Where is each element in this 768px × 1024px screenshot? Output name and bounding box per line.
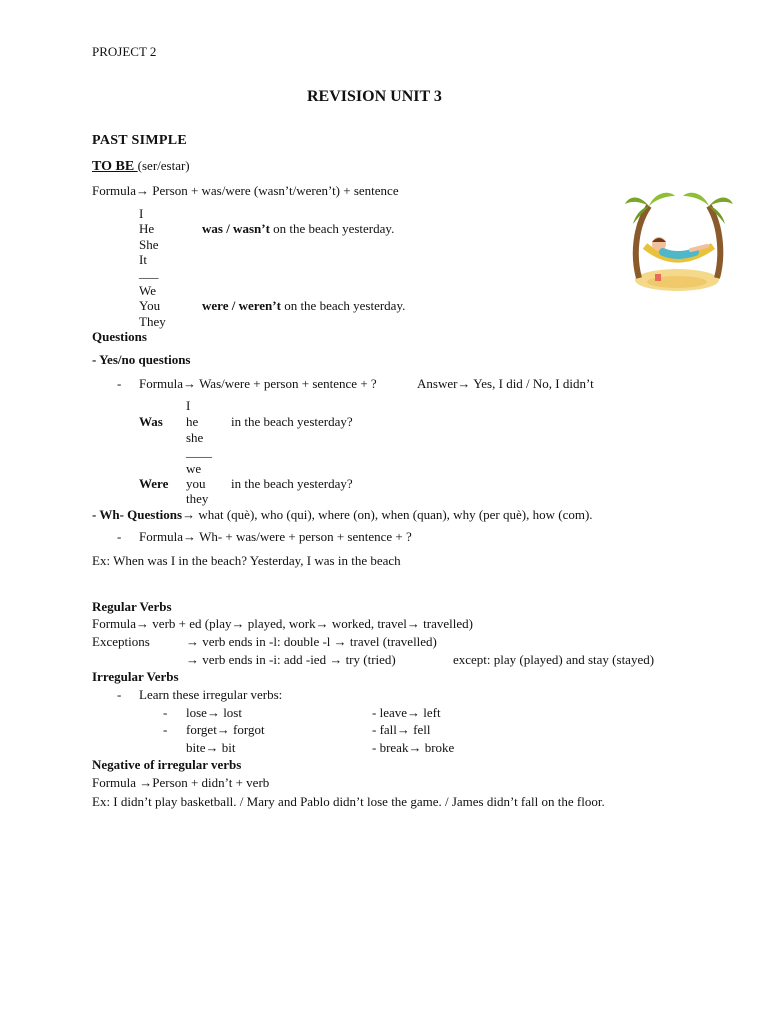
yesno-bullet: - xyxy=(117,376,122,391)
irregular-intro: Learn these irregular verbs: xyxy=(139,687,283,702)
project-label: PROJECT 2 xyxy=(92,44,157,59)
was-label: Was xyxy=(139,414,163,429)
wh-bullet: - xyxy=(117,529,122,544)
were-question-sentence: in the beach yesterday? xyxy=(231,476,353,491)
exception-1: → verb ends in -l: double -l → travel (travelled) xyxy=(186,634,437,649)
exceptions-label: Exceptions xyxy=(92,634,150,649)
were-rest: on the beach yesterday. xyxy=(280,298,406,313)
negative-example: Ex: I didn’t play basketball. / Mary and Pablo didn’t lose the game. / James didn’t fall on the floor. xyxy=(92,794,605,809)
q-pronoun-they: they xyxy=(186,491,209,506)
was-sentence xyxy=(202,221,394,236)
pronoun-they: They xyxy=(139,314,166,329)
q-pronoun-i: I xyxy=(186,398,191,413)
to-be-note: (ser/estar) xyxy=(137,158,190,173)
verb-left-3: bite→ bit xyxy=(186,740,236,755)
beach-hammock-illustration xyxy=(625,186,735,296)
wh-dash: - xyxy=(92,507,100,522)
pronoun-he: He xyxy=(139,221,155,236)
to-be-label: TO BE xyxy=(92,159,138,174)
pronoun-i: I xyxy=(139,206,144,221)
pronoun-you: You xyxy=(139,298,161,313)
verb-left-2-marker: - xyxy=(163,722,168,737)
irregular-heading: Irregular Verbs xyxy=(92,669,179,684)
verb-right-2: - fall→ fell xyxy=(372,722,431,737)
verb-right-3: - break→ broke xyxy=(372,740,455,755)
was-question-sentence: in the beach yesterday? xyxy=(231,414,353,429)
exception-2-except: except: play (played) and stay (stayed) xyxy=(453,652,655,667)
yesno-heading: - Yes/no questions xyxy=(92,352,191,367)
page-title: REVISION UNIT 3 xyxy=(307,88,442,105)
verb-right-1: - leave→ left xyxy=(372,705,441,720)
were-bold: were / weren’t xyxy=(202,298,281,313)
verb-left-1: lose→ lost xyxy=(186,705,242,720)
questions-heading: Questions xyxy=(92,329,147,344)
was-bold: was / wasn’t xyxy=(202,221,270,236)
q-pronoun-she: she xyxy=(186,430,204,445)
yesno-formula: Formula→ Was/were + person + sentence + ? xyxy=(139,376,377,391)
pronoun-it: It xyxy=(139,252,147,267)
wh-formula: Formula→ Wh- + was/were + person + sentence + ? xyxy=(139,529,412,544)
q-pronoun-he: he xyxy=(186,414,199,429)
regular-heading: Regular Verbs xyxy=(92,599,172,614)
wh-rest: → what (què), who (qui), where (on), when (quan), why (per què), how (com). xyxy=(182,507,593,522)
past-simple-heading: PAST SIMPLE xyxy=(92,133,187,148)
were-sentence xyxy=(202,298,405,313)
verb-left-2: forget→ forgot xyxy=(186,722,265,737)
exception-2: → verb ends in -i: add -ied → try (tried) xyxy=(186,652,396,667)
was-rest: on the beach yesterday. xyxy=(269,221,395,236)
were-label: Were xyxy=(139,476,169,491)
yesno-answer: Answer→ Yes, I did / No, I didn’t xyxy=(417,376,594,391)
regular-formula: Formula→ verb + ed (play→ played, work→ worked, travel→ travelled) xyxy=(92,616,473,631)
pronoun-we: We xyxy=(139,283,156,298)
q-pronoun-we: we xyxy=(186,461,202,476)
wh-line xyxy=(92,507,593,522)
q-divider: ____ xyxy=(186,444,212,459)
questions-example: Ex: When was I in the beach? Yesterday, I was in the beach xyxy=(92,553,401,568)
to-be-line xyxy=(92,158,190,174)
to-be-formula: Formula→ Person + was/were (wasn’t/weren’t) + sentence xyxy=(92,183,399,198)
wh-heading: Wh- Questions xyxy=(99,507,183,522)
negative-formula: Formula →Person + didn’t + verb xyxy=(92,775,270,790)
verb-left-1-marker: - xyxy=(163,705,168,720)
pronoun-divider: ___ xyxy=(139,265,159,280)
pronoun-she: She xyxy=(139,237,159,252)
negative-heading: Negative of irregular verbs xyxy=(92,757,242,772)
q-pronoun-you: you xyxy=(186,476,206,491)
irregular-bullet: - xyxy=(117,687,122,702)
